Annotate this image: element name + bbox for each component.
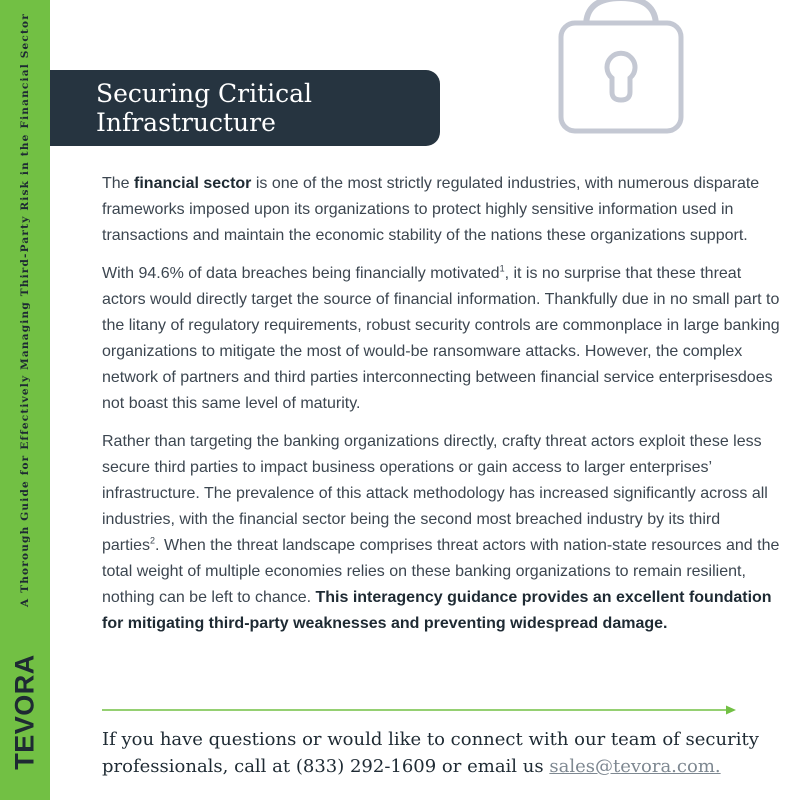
footnote-ref-2: 2 — [150, 535, 156, 546]
p2-text-end: , it is no surprise that these threat actors would directly target the source of financial information. Thankfully due in no small part to the litany of regulatory requirements, robust security controls are commonplace in large banking organizations to mitigate the most of would-be ransomware attacks. However, the complex network of partners and third parties interconnecting between financial service enterprisesdoes not boast this same level of maturity. — [102, 265, 780, 412]
p1-text-start: The — [102, 175, 135, 192]
contact-callout — [102, 726, 782, 780]
p3-bold: This interagency guidance provides an excellent foundation for mitigating third-party weaknesses and preventing widespread damage. — [102, 589, 772, 632]
p1-bold: financial sector — [134, 175, 252, 192]
arrow-divider — [102, 703, 736, 717]
p3-text-start: Rather than targeting the banking organizations directly, crafty threat actors exploit these less secure third parties to impact business operations or gain access to larger enterprises’ infrastructure. The prevalence of this attack methodology has increased significantly across all industries, with the financial sector being the second most breached industry by its third parties — [102, 433, 768, 554]
sidebar — [0, 0, 50, 800]
footnote-ref-1: 1 — [499, 263, 505, 274]
email-link[interactable]: sales@tevora.com. — [549, 756, 721, 777]
tevora-logo: TEVORA — [9, 654, 40, 770]
p1-text-end: is one of the most strictly regulated industries, with numerous disparate frameworks imposed upon its organizations to protect highly sensitive information used in transactions and maintain the economic stability of the nations these organizations support. — [102, 175, 760, 244]
lock-icon — [556, 0, 686, 138]
p2-text-start: With 94.6% of data breaches being financially motivated — [102, 265, 500, 282]
paragraph-1 — [102, 171, 782, 249]
paragraph-3 — [102, 429, 782, 637]
title-line-1: Securing Critical — [96, 79, 313, 108]
main-content — [102, 171, 782, 649]
paragraph-2 — [102, 261, 782, 417]
title-banner — [50, 70, 440, 146]
page-title — [96, 79, 312, 137]
sidebar-vertical-title: A Thorough Guide for Effectively Managing Third-Party Risk in the Financial Sector — [19, 13, 31, 607]
contact-text: If you have questions or would like to connect with our team of security professionals, call at (833) 292-1609 or email us — [102, 729, 759, 777]
p3-text-mid: . When the threat landscape comprises threat actors with nation-state resources and the total weight of multiple economies relies on these banking organizations to remain resilient, nothing can be left to chance. — [102, 537, 780, 606]
title-line-2: Infrastructure — [96, 108, 276, 137]
